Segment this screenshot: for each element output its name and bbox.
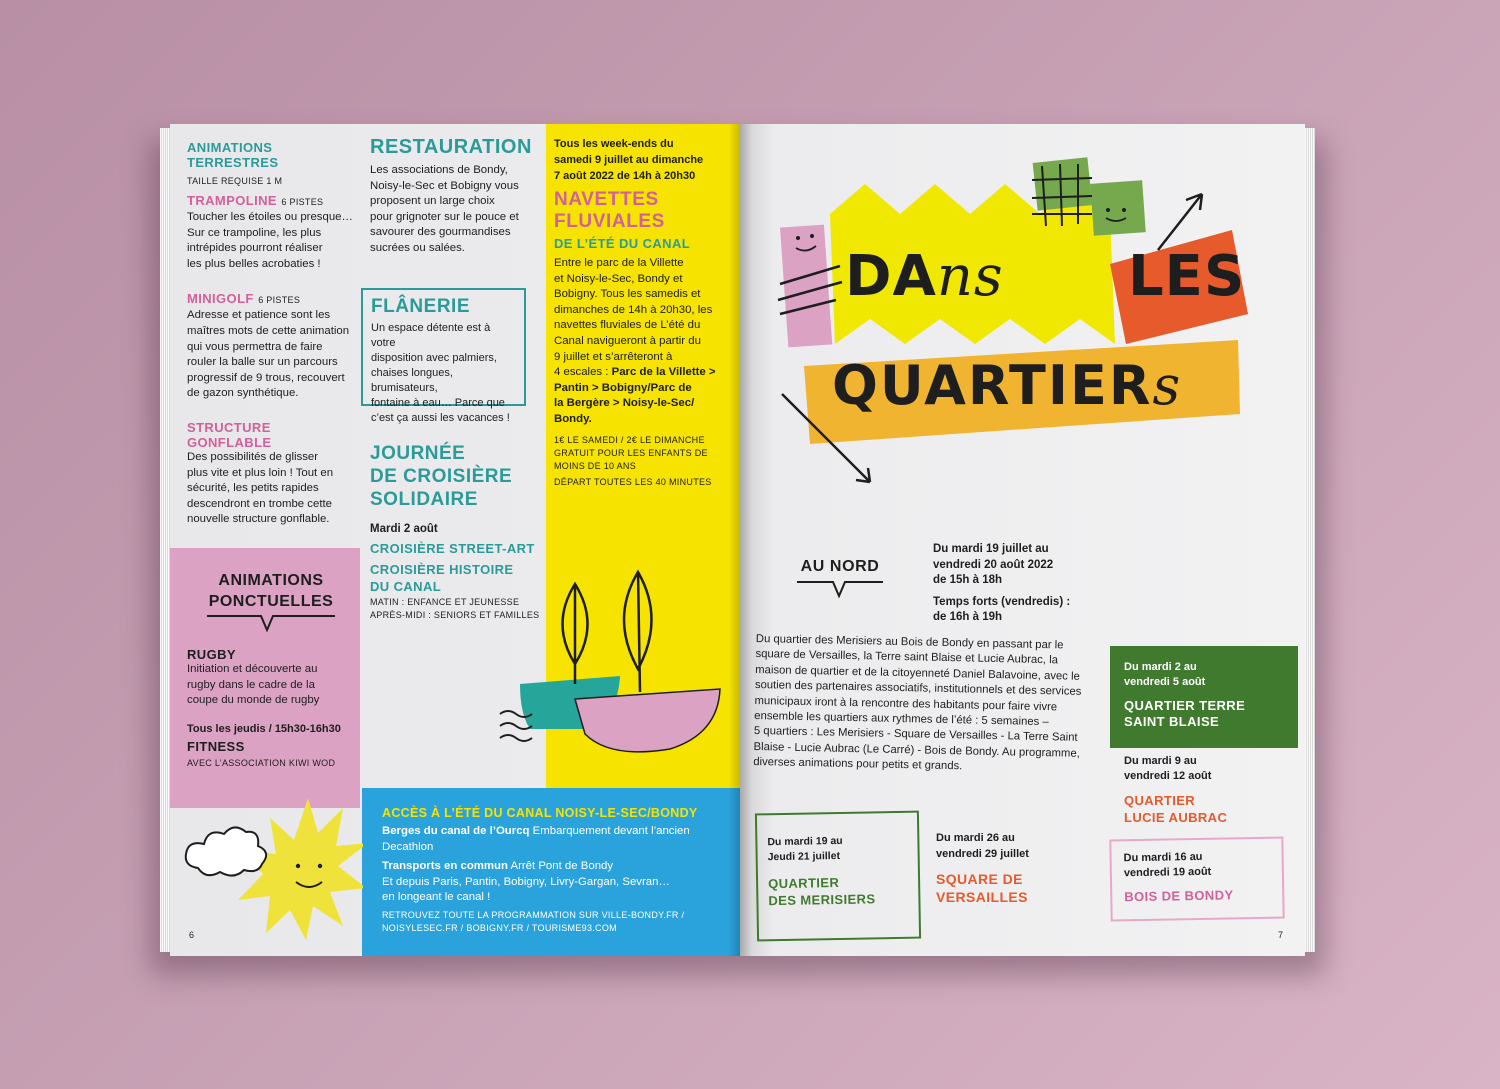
lucie-dates: Du mardi 9 au vendredi 12 août [1124,755,1212,782]
minigolf-title: MINIGOLF [187,291,254,307]
acces-links: RETROUVEZ TOUTE LA PROGRAMMATION SUR VILLE-BONDY.FR / NOISYLESEC.FR / BOBIGNY.FR / TOURISME93.COM [382,909,685,933]
booklet-spine [728,124,752,956]
boats-illustration [490,564,730,764]
croisiere-note: MATIN : ENFANCE ET JEUNESSE APRÈS-MIDI : SENIORS ET FAMILLES [370,597,540,620]
journee-date: Mardi 2 août [370,523,438,535]
merisiers-name: QUARTIER DES MERISIERS [767,874,876,909]
card-merisiers [755,811,921,942]
page-number-7: 7 [1278,930,1284,940]
structure-text: Des possibilités de glisser plus vite et plus loin ! Tout en sécurité, les petits rapides descendront en trombe cette nouvelle structure gonflable. [187,450,334,526]
navettes-depart: DÉPART TOUTES LES 40 MINUTES [554,476,712,487]
left-page-edge [160,128,170,952]
flanerie-text: Un espace détente est à votre disposition avec palmiers, chaises longues, brumisateurs, fontaine à eau… Parce que c’est ça aussi les vacances ! [371,322,510,424]
au-nord [795,558,885,603]
restauration-text: Les associations de Bondy, Noisy-le-Sec et Bobigny vous proposent un large choix pour grignoter sur le pouce et savourer des gourmandises sucrées ou salées. [370,164,519,254]
acces-section [382,806,732,935]
restauration-section [370,136,542,257]
title-les: LES [1128,244,1246,309]
intro-paragraph: Du quartier des Merisiers au Bois de Bondy en passant par le square de Versailles, la Terre saint Blaise et Lucie Aubrac, la maison de quartier et de la citoyenneté Daniel Balavoine, avec le soutien des partenaires associatifs, institutionnels et des services municipaux iront à la rencontre des habitants pour faire vivre ensemble les quartiers aux rythmes de l’été : 5 semaines – 5 quartiers : Les Merisiers - Square de Versailles - La Terre Saint Blaise - Lucie Aubrac (Le Carré) - Bois de Bondy. Au programme, diverses animations pour petits et grands. [753,632,1082,773]
navettes-title: NAVETTES FLUVIALES [554,189,665,232]
restauration-title: RESTAURATION [370,136,532,158]
navettes-dates: Tous les week-ends du samedi 9 juillet au dimanche 7 août 2022 de 14h à 20h30 [554,138,704,182]
right-page-edge [1305,128,1315,952]
card-lucie-aubrac [1124,754,1294,826]
page-number-6: 6 [189,930,195,940]
taille-requise: TAILLE REQUISE 1 M [187,176,283,186]
navettes-text: Entre le parc de la Villette et Noisy-le-Sec, Bondy et Bobigny. Tous les samedis et dimanches de 14h à 20h30, les navettes fluviales de L’été du Canal navigueront à partir du 9 juillet et s’arrêteront à 4 escales : Parc de la Villette > Pantin > Bobigny/Parc de la Bergère > Noisy-le-Sec/ Bondy. [554,257,716,425]
title-quartiers: QUARTIERs [832,354,1183,417]
left-page [170,124,740,956]
minigolf-tag: 6 PISTES [258,295,301,306]
fitness-note: AVEC L’ASSOCIATION KIWI WOD [187,757,336,768]
bois-dates: Du mardi 16 au vendredi 19 août [1123,850,1212,880]
speech-tail [187,612,355,634]
flanerie-title: FLÂNERIE [371,296,470,317]
card-bois-de-bondy [1109,836,1284,921]
ponctuelles-section [187,570,355,768]
structure-title: STRUCTURE GONFLABLE [187,419,272,450]
title-artwork [770,154,1260,494]
title-dans: DAns [845,244,1004,309]
fitness-when: Tous les jeudis / 15h30-16h30 [187,722,341,735]
bois-name: BOIS DE BONDY [1124,887,1234,905]
merisiers-dates: Du mardi 19 au Jeudi 21 juillet [767,834,843,864]
cloud-icon [186,827,266,875]
croisiere-histoire: CROISIÈRE HISTOIRE DU CANAL [370,562,514,594]
croisiere-street-art: CROISIÈRE STREET-ART [370,541,535,556]
versailles-dates: Du mardi 26 au vendredi 29 juillet [936,832,1029,860]
card-versailles [936,830,1086,906]
journee-title: JOURNÉE DE CROISIÈRE SOLIDAIRE [370,443,513,510]
sun-cloud-illustration [178,788,363,948]
waves [500,711,532,741]
au-nord-tail [795,576,885,598]
navettes-prices: 1€ LE SAMEDI / 2€ LE DIMANCHE GRATUIT POUR LES ENFANTS DE MOINS DE 10 ANS [554,434,708,471]
navettes-subtitle: DE L’ÉTÉ DU CANAL [554,236,691,251]
trampoline-title: TRAMPOLINE [187,193,277,208]
rugby-title: RUGBY [187,647,236,662]
right-page [740,124,1305,956]
lucie-name: QUARTIER LUCIE AUBRAC [1124,793,1228,825]
acces-berges: Berges du canal de l’Ourcq Embarquement devant l’ancien Decathlon Transports en commun Arrêt Pont de Bondy Et depuis Paris, Pantin, Bobigny, Livry-Gargan, Sevran… en longeant le canal ! [382,825,690,904]
animations-terrestres-section [187,140,357,528]
green-square-1 [1033,157,1093,210]
acces-title: ACCÈS À L’ÉTÉ DU CANAL NOISY-LE-SEC/BONDY [382,806,698,820]
animations-terrestres-title-2: TERRESTRES [187,155,279,170]
card-terre-saint-blaise [1110,646,1298,748]
fitness-title: FITNESS [187,738,245,754]
terre-name: QUARTIER TERRE SAINT BLAISE [1124,698,1246,729]
pink-boat [575,689,720,752]
terre-dates: Du mardi 2 au vendredi 5 août [1124,661,1206,688]
trampoline-tag: 6 PISTES [281,197,324,207]
sail-left [563,584,588,684]
minigolf-text: Adresse et patience sont les maîtres mots de cette animation qui vous permettra de faire rouler la balle sur un parcours progressif de 9 trous, recouvert de gazon synthétique. [187,309,350,400]
versailles-name: SQUARE DE VERSAILLES [936,871,1028,905]
sail-right [624,572,652,692]
nord-period: Du mardi 19 juillet au vendredi 20 août 2022 de 15h à 18h Temps forts (vendredis) : de 16h à 19h [933,543,1071,623]
animations-terrestres-title-1: ANIMATIONS [187,140,273,155]
ponctuelles-title: ANIMATIONS PONCTUELLES [208,572,334,610]
navettes-section [554,136,734,487]
rugby-text: Initiation et découverte au rugby dans le cadre de la coupe du monde de rugby [187,663,320,707]
trampoline-text: Toucher les étoiles ou presque… Sur ce trampoline, les plus intrépides pourront réaliser les plus belles acrobaties ! [187,211,353,270]
au-nord-title: AU NORD [800,558,880,575]
green-square-2 [1090,180,1146,236]
flanerie-box [361,288,526,424]
